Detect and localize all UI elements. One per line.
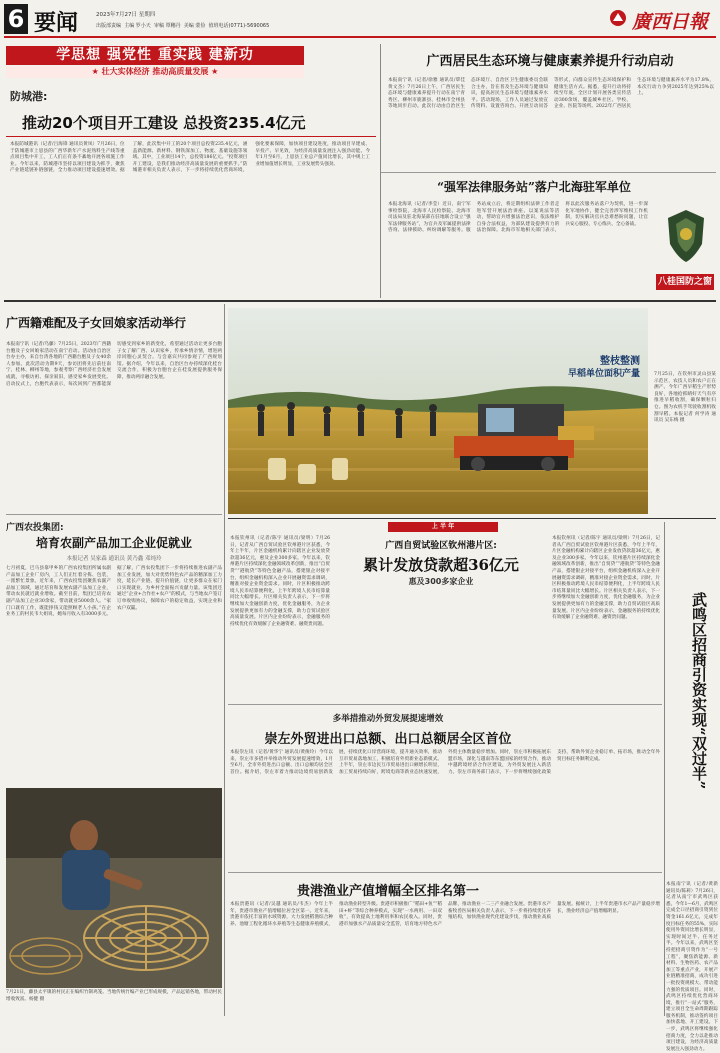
article-headline: 累计发放贷款超36亿元 — [363, 556, 519, 574]
article-body: 本报崇左讯（记者/黄华宁 通讯员/黄俊玲）今年以来，崇左市多措并举推动外贸发展提速增效，1月至6月，全市外贸进出口总额、出口总额均居全区首位。据介绍，崇左市着力推动边境贸易创新发展，持续优化口岸营商环境，提升通关效率，推动互市贸易落地加工，积极培育外贸新业态新模式。上半年，崇左市边民互市贸易进出口额增长明显，加工贸易持续向好，跨境电商等新业态快速发展，外贸主体数量稳步增加。同时，崇左市积极拓展东盟市场，深化与越南等东盟国家的经贸合作，推动中越跨境经济合作区建设，为外贸发展注入新活力。崇左市商务部门表示，下一步将继续强化政策支持，帮助外贸企业稳订单、拓市场，推动全年外贸目标任务顺利完成。 — [230, 750, 660, 775]
harvest-photo — [228, 308, 648, 514]
article-subtitle: 惠及300多家企业 — [408, 577, 474, 586]
article-agri — [6, 516, 222, 784]
article-body: 本报南宁讯（记者/徐雅 通讯员/覃佳 黄文杰）7月26日上午，广西居民生态环境与健康素养提升行动在南宁青秀区、柳州市鹿寨县、桂林市全州县等地同步启动。此次行动由自治区生态环境厅、自治区卫生健康委员会联合主办，旨在普及生态环境与健康知识，提高居民生态环境与健康素养水平。活动现场，工作人员通过发放宣传资料、设置咨询台、开展互动问答等形式，向群众宣传生态环境保护和健康生活方式。据悉，提升行动将持续至年底，全区计划开展各类宣传活动300余场，覆盖城乡社区、学校、企业、医院等场所。2022年广西居民生态环境与健康素养水平为17.8%，本次行动力争到2025年达到25%以上。 — [388, 78, 714, 110]
harvest-subtitle: 早稻单位面积产量 — [567, 369, 640, 379]
harvest-title: 整枝整测 — [600, 356, 640, 367]
article-body: 本报南宁讯（记者/黄新 通讯员/陈莉）7月26日，记者从南宁市武鸣区获悉，今年1—6月，武鸣区完成全口径招商引资到位资金161.6亿元，完成年度目标任务的55%，实际使用外资同比增长明显，实现时间过半、任务过半。今年以来，武鸣区坚持把招商引资作为“一号工程”，聚焦新能源、新材料、生物医药、农产品加工等重点产业，开展产业链精准招商，成功引进一批投资规模大、带动能力强的优质项目。同时，武鸣区持续优化营商环境，推行“一站式”服务，建立项目全生命周期跟踪服务机制，推动签约项目加快落地、开工建设。下一步，武鸣区将继续强化招商力度，全力以赴推动项目建设，为经济高质量发展注入强劲动力。 — [666, 882, 718, 1052]
article-title: 推动20个项目开工建设 总投资235.4亿元 — [22, 114, 306, 132]
article-title: 武鸣区招商引资实现“双过半” — [690, 592, 708, 790]
article-title: 贵港渔业产值增幅全区排名第一 — [296, 884, 479, 899]
banner — [6, 46, 304, 78]
article-kicker: 上 半 年 — [388, 522, 498, 532]
masthead — [4, 4, 716, 34]
article-body: 本报南宁讯（记者/乌藤）7月25日，2023年广西籍台胞及子女回娘家活动在南宁启动。活动由自治区台办主办，来自台湾各地的广西籍台胞及子女40余人参加。此次活动为期9天，参访团将先后前往南宁、桂林、柳州等地，参观考察广西经济社会发展成就，寻根访祖、探亲叙旧，感受家乡发展变化。启动仪式上，台胞代表表示，每次回到广西都能深切感受到家乡的新变化，希望通过活动让更多台胞子女了解广西、认识家乡，传承乡情亲情，增进两岸同胞心灵契合。与会嘉宾共同参观了广西规划馆。据介绍，今年以来，自治区台办持续深化桂台交流合作，积极为台胞台企在桂发展提供服务保障，推动两岸融合发展。 — [6, 342, 222, 387]
article-qinzhou — [228, 522, 662, 702]
article-title: 广西籍难配及子女回娘家活动举行 — [6, 316, 187, 330]
article-title: 崇左外贸进出口总额、出口总额居全区首位 — [264, 732, 512, 747]
masthead-design: 美编 蒙俭 — [183, 23, 206, 29]
article-fangcheng — [6, 84, 376, 296]
harvest-caption: 7月25日，在钦州市灵山县某示范区，农技人员和农户正在测产。今年广西早稻生产形势良好，各地抢抓晴好天气有序推进早稻收割，确保颗粒归仓。图为农机手驾驶收割机收割早稻。本报记者 何学涛 通讯员 吴东梅 摄 — [654, 372, 716, 424]
masthead-duty: 出版部责编 — [96, 23, 122, 29]
article-ecology — [384, 44, 716, 170]
article-chongzuo — [228, 706, 662, 870]
article-kicker: 防城港: — [10, 90, 48, 103]
bagui-label: 八桂国防之窗 — [656, 274, 714, 290]
article-body: 本报防城港讯（记者/吕海锋 通讯员黄凤）7月26日，位于防城港市上思县的广西华新年产水泥熟料生产线等重点项目集中开工，工人们正有条不紊地开展各项施工作业。今年以来，防城港市坚持以项目建设为抓手，聚焦产业链延链补链强链，全力推动项目建设提速增效。据了解，此次集中开工的20个项目总投资235.4亿元，涵盖新能源、新材料、钢铁深加工、物流、基础设施等领域。其中，工业项目14个，总投资186亿元。“投资项目开工建设，是我们推动经济高质量发展的重要抓手。”防城港市相关负责人表示，下一步将持续优化营商环境，强化要素保障，加快项目建设进度，推动项目早建成、早投产、早见效，为经济高质量发展注入强劲动能。今年1月至6月，上思县工业总产值同比增长，其中规上工业增加值增长明显，工业发展势头强劲。 — [10, 142, 370, 174]
masthead-proof: 值班电话(0771)-5690065 — [208, 23, 270, 29]
article-byline: 本报记者 吴家森 通讯员 黄乃鑫 邓纯玲 — [66, 556, 162, 562]
logo-mark-icon — [608, 9, 628, 27]
article-wuming — [666, 522, 718, 1052]
masthead-editor: 主编 罗小天 — [124, 23, 151, 29]
article-body: 七月初夏，巴马县靠甲乡的广西农投集团所属农副产品加工企业厂房内，工人们正忙着分拣、包装，一派繁忙景象。近年来，广西农投集团聚焦农副产品加工领域，通过培育和发展农副产品加工企业，带动农民就近就业增收。截至目前，集团已培育农副产品加工企业30余家，带动就业5000余人。“家门口就有工作，既能挣钱又能照顾老人小孩。”在企业务工的村民韦大姐说，她每月收入有3000多元。据了解，广西农投集团下一步将持续推进农副产品加工业发展，加大对优势特色农产品的精深加工力度，延长产业链、提升价值链，让更多群众在家门口实现就业，为乡村全面振兴贡献力量。该集团还通过“企业+合作社+农户”的模式，与当地农户签订订单收购协议，保障农户的稳定收益，实现企业和农户双赢。 — [6, 566, 222, 618]
article-kicker: 多举措推动外贸发展提速增效 — [332, 714, 444, 724]
article-body-continued: 本报钦州讯（记者/陈宇 通讯员/梁明）7月26日，记者从广西自贸试验区钦州港片区获悉，今年上半年，片区金融机构累计向辖区企业发放贷款超36亿元，惠及企业300多家。今年以来，钦州港片区持续深化金融领域改革创新，推出“自贸贷”“港航贷”等特色金融产品，搭建银企对接平台，组织金融机构深入企业开展融资需求调研，精准对接企业资金需求。同时，片区积极推动跨境人民币结算便利化，上半年跨境人民币结算量同比大幅增长。片区相关负责人表示，下一步将继续加大金融创新力度，优化金融服务，为企业发展提供更加有力的金融支撑，助力自贸试验区高质量发展。片区内企业纷纷表示，金融服务的持续优化有效缓解了企业融资难、融资贵问题。 — [552, 536, 660, 621]
article-body: 本报北海讯（记者/李莹）近日，南宁军事检察院、北海市人民检察院、北海市司法局及驻北海某部在驻地联合设立“强军法律服务站”，为官兵及军属提供法律咨询、法律援助、纠纷调解等服务。服务站成立后，将定期组织法律工作者走进军营开展法治讲座、以案说法等活动，帮助官兵增强法治意识，依法维护自身合法权益，为部队建设提供有力的法治保障。北海市军地相关部门表示，将以此次服务站落户为契机，进一步深化军地协作，健全完善涉军维权工作机制，切实解决官兵急难愁盼问题，让官兵安心服役、专心练兵、全心备战。 — [388, 202, 648, 234]
article-title: 广西自贸试验区钦州港片区: — [385, 541, 497, 551]
article-lawservice — [384, 176, 716, 298]
article-title: 广西居民生态环境与健康素养提升行动启动 — [426, 54, 674, 69]
banner-subslogan: ★ 壮大实体经济 推动高质量发展 ★ — [6, 66, 304, 78]
article-body: 本报贵港讯（记者/吴越 通讯员/韦杰）今年上半年，贵港市渔业产值增幅位居全区第一。近年来，贵港市依托丰富的水域资源，大力发展稻渔综合种养、池塘工程化循环水养殖等生态健康养殖模式，推动渔业转型升级。贵港市积极推广“稻田+鱼”“稻田+虾”等综合种养模式，实现“一水两用、一田双收”，有效提高土地利用率和农民收入。同时，贵港市加强水产品质量安全监管，培育地方特色水产品牌，推动渔业一二三产业融合发展。贵港市水产畜牧兽医局相关负责人表示，下一步将持续优化养殖结构，加快渔业现代化建设步伐，推动渔业高质量发展。据统计，上半年贵港市水产品产量稳步增长，渔业经济总产值增幅明显。 — [230, 902, 660, 927]
section-name: 要闻 — [34, 10, 79, 36]
page-number: 6 — [4, 4, 28, 34]
article-kicker: 广西农投集团: — [6, 523, 64, 533]
paper-name: 廣西日報 — [632, 11, 709, 33]
article-body: 本报钦州讯（记者/陈宇 通讯员/梁明）7月26日，记者从广西自贸试验区钦州港片区获悉，今年上半年，片区金融机构累计向辖区企业发放贷款超36亿元，惠及企业300多家。今年以来，钦州港片区持续深化金融领域改革创新，推出“自贸贷”“港航贷”等特色金融产品，搭建银企对接平台，组织金融机构深入企业开展融资需求调研，精准对接企业资金需求。同时，片区积极推动跨境人民币结算便利化，上半年跨境人民币结算量同比大幅增长。片区相关负责人表示，下一步将继续加大金融创新力度，优化金融服务，为企业发展提供更加有力的金融支撑，助力自贸试验区高质量发展。片区内企业纷纷表示，金融服务的持续优化有效缓解了企业融资难、融资贵问题。 — [230, 536, 330, 627]
cage-caption: 7月21日，藤县太平镇的村民正在编织竹制鸡笼。当地传统竹编产业已形成规模，产品远销各地，带动村民增收致富。杨健 摄 — [6, 990, 222, 1002]
emblem-icon — [664, 208, 708, 264]
article-returnees — [6, 306, 222, 512]
masthead-desk: 审稿 覃穗丹 — [153, 23, 181, 29]
article-title: “强军法律服务站”落户北海驻军单位 — [437, 180, 631, 194]
article-title: 培育农副产品加工企业促就业 — [35, 536, 192, 550]
paper-logo — [606, 5, 716, 31]
bamboo-cage-photo — [6, 788, 222, 988]
masthead-date: 2023年7月27日 星期四 — [96, 12, 156, 18]
article-guigang — [228, 874, 662, 1014]
banner-slogan: 学思想 强党性 重实践 建新功 — [6, 46, 304, 65]
